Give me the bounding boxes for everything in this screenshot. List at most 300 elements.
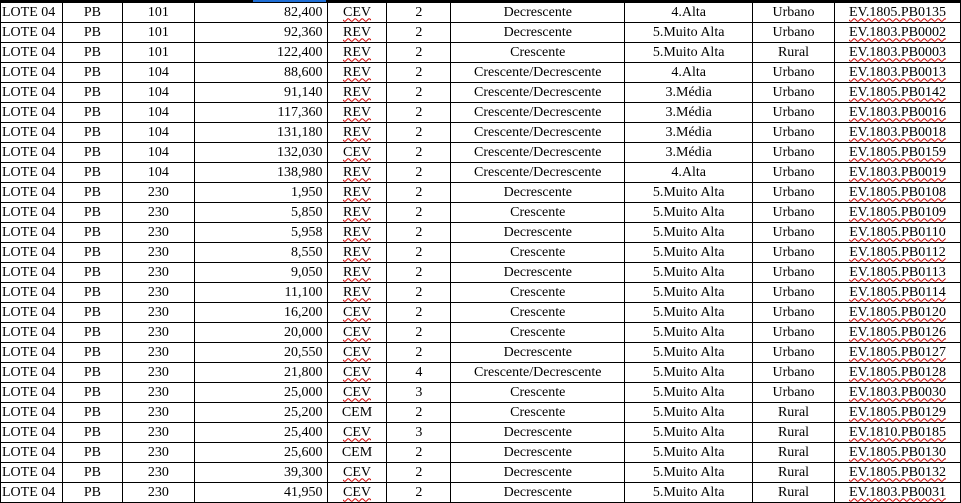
spreadsheet-grid bbox=[0, 2, 961, 503]
table-row bbox=[1, 323, 961, 343]
cell-codigo[interactable] bbox=[834, 163, 960, 183]
prioridade-value: 5.Muito Alta bbox=[652, 264, 725, 280]
table-row bbox=[1, 83, 961, 103]
cell-area[interactable] bbox=[753, 463, 835, 483]
cell-br[interactable] bbox=[122, 283, 194, 303]
cell-km[interactable] bbox=[194, 163, 327, 183]
cell-sentido[interactable] bbox=[451, 463, 625, 483]
cell-faixas[interactable] bbox=[387, 123, 451, 143]
cell-sentido[interactable] bbox=[451, 123, 625, 143]
cell-km[interactable] bbox=[194, 243, 327, 263]
cell-area[interactable] bbox=[753, 243, 835, 263]
cell-prioridade[interactable] bbox=[625, 363, 753, 383]
tipo-value: REV bbox=[343, 104, 371, 120]
cell-faixas[interactable] bbox=[387, 23, 451, 43]
prioridade-value: 4.Alta bbox=[671, 64, 706, 80]
cell-br[interactable] bbox=[122, 323, 194, 343]
cell-prioridade[interactable] bbox=[625, 203, 753, 223]
cell-prioridade[interactable] bbox=[625, 263, 753, 283]
cell-faixas[interactable] bbox=[387, 143, 451, 163]
faixas-value: 2 bbox=[415, 24, 423, 40]
cell-faixas[interactable] bbox=[387, 423, 451, 443]
cell-br[interactable] bbox=[122, 263, 194, 283]
cell-prioridade[interactable] bbox=[625, 383, 753, 403]
cell-uf[interactable] bbox=[62, 103, 122, 123]
cell-br[interactable] bbox=[122, 23, 194, 43]
cell-area[interactable] bbox=[753, 63, 835, 83]
cell-uf[interactable] bbox=[62, 183, 122, 203]
cell-codigo[interactable] bbox=[834, 403, 960, 423]
cell-sentido[interactable] bbox=[451, 43, 625, 63]
tipo-value: CEM bbox=[341, 404, 373, 420]
cell-tipo[interactable] bbox=[327, 63, 387, 83]
uf-value: PB bbox=[83, 64, 101, 80]
cell-faixas[interactable] bbox=[387, 383, 451, 403]
br-value: 230 bbox=[147, 224, 169, 240]
codigo-value: EV.1803.PB0019 bbox=[849, 164, 946, 180]
cell-codigo[interactable] bbox=[834, 323, 960, 343]
cell-tipo[interactable] bbox=[327, 323, 387, 343]
cell-br[interactable] bbox=[122, 63, 194, 83]
cell-br[interactable] bbox=[122, 403, 194, 423]
sentido-value: Crescente bbox=[510, 324, 566, 340]
km-value: 9,050 bbox=[291, 264, 323, 280]
cell-uf[interactable] bbox=[62, 383, 122, 403]
cell-codigo[interactable] bbox=[834, 143, 960, 163]
cell-faixas[interactable] bbox=[387, 323, 451, 343]
prioridade-value: 5.Muito Alta bbox=[652, 304, 725, 320]
cell-km[interactable] bbox=[194, 63, 327, 83]
cell-sentido[interactable] bbox=[451, 403, 625, 423]
cell-faixas[interactable] bbox=[387, 283, 451, 303]
cell-codigo[interactable] bbox=[834, 443, 960, 463]
cell-km[interactable] bbox=[194, 463, 327, 483]
cell-prioridade[interactable] bbox=[625, 463, 753, 483]
cell-tipo[interactable] bbox=[327, 243, 387, 263]
cell-br[interactable] bbox=[122, 383, 194, 403]
cell-sentido[interactable] bbox=[451, 163, 625, 183]
cell-uf[interactable] bbox=[62, 83, 122, 103]
tipo-value: REV bbox=[343, 224, 371, 240]
cell-uf[interactable] bbox=[62, 443, 122, 463]
cell-area[interactable] bbox=[753, 43, 835, 63]
cell-uf[interactable] bbox=[62, 43, 122, 63]
cell-uf[interactable] bbox=[62, 123, 122, 143]
km-value: 21,800 bbox=[284, 364, 323, 380]
cell-faixas[interactable] bbox=[387, 3, 451, 23]
cell-faixas[interactable] bbox=[387, 463, 451, 483]
cell-prioridade[interactable] bbox=[625, 223, 753, 243]
cell-tipo[interactable] bbox=[327, 43, 387, 63]
cell-codigo[interactable] bbox=[834, 123, 960, 143]
cell-area[interactable] bbox=[753, 203, 835, 223]
cell-km[interactable] bbox=[194, 43, 327, 63]
cell-km[interactable] bbox=[194, 363, 327, 383]
cell-area[interactable] bbox=[753, 223, 835, 243]
cell-faixas[interactable] bbox=[387, 43, 451, 63]
cell-br[interactable] bbox=[122, 103, 194, 123]
codigo-value: EV.1803.PB0013 bbox=[849, 64, 946, 80]
cell-area[interactable] bbox=[753, 3, 835, 23]
tipo-value: REV bbox=[343, 204, 371, 220]
cell-faixas[interactable] bbox=[387, 303, 451, 323]
cell-sentido[interactable] bbox=[451, 363, 625, 383]
cell-faixas[interactable] bbox=[387, 203, 451, 223]
cell-sentido[interactable] bbox=[451, 383, 625, 403]
uf-value: PB bbox=[83, 164, 101, 180]
cell-lote[interactable] bbox=[1, 223, 63, 243]
cell-area[interactable] bbox=[753, 423, 835, 443]
cell-br[interactable] bbox=[122, 3, 194, 23]
cell-km[interactable] bbox=[194, 263, 327, 283]
cell-prioridade[interactable] bbox=[625, 423, 753, 443]
cell-tipo[interactable] bbox=[327, 163, 387, 183]
cell-km[interactable] bbox=[194, 183, 327, 203]
cell-prioridade[interactable] bbox=[625, 23, 753, 43]
cell-br[interactable] bbox=[122, 203, 194, 223]
area-value: Rural bbox=[777, 44, 810, 60]
cell-codigo[interactable] bbox=[834, 283, 960, 303]
cell-tipo[interactable] bbox=[327, 263, 387, 283]
cell-faixas[interactable] bbox=[387, 163, 451, 183]
codigo-value: EV.1805.PB0128 bbox=[849, 364, 946, 380]
cell-tipo[interactable] bbox=[327, 363, 387, 383]
cell-tipo[interactable] bbox=[327, 23, 387, 43]
cell-lote[interactable] bbox=[1, 443, 63, 463]
cell-faixas[interactable] bbox=[387, 403, 451, 423]
cell-sentido[interactable] bbox=[451, 243, 625, 263]
cell-br[interactable] bbox=[122, 303, 194, 323]
br-value: 230 bbox=[147, 404, 169, 420]
cell-lote[interactable] bbox=[1, 383, 63, 403]
cell-prioridade[interactable] bbox=[625, 343, 753, 363]
cell-codigo[interactable] bbox=[834, 303, 960, 323]
cell-km[interactable] bbox=[194, 383, 327, 403]
cell-uf[interactable] bbox=[62, 63, 122, 83]
lote-value: LOTE 04 bbox=[2, 344, 56, 360]
cell-sentido[interactable] bbox=[451, 423, 625, 443]
uf-value: PB bbox=[83, 424, 101, 440]
cell-br[interactable] bbox=[122, 143, 194, 163]
cell-tipo[interactable] bbox=[327, 423, 387, 443]
cell-tipo[interactable] bbox=[327, 123, 387, 143]
faixas-value: 2 bbox=[415, 264, 423, 280]
lote-value: LOTE 04 bbox=[2, 84, 56, 100]
cell-lote[interactable] bbox=[1, 43, 63, 63]
cell-km[interactable] bbox=[194, 143, 327, 163]
br-value: 101 bbox=[147, 44, 169, 60]
cell-lote[interactable] bbox=[1, 163, 63, 183]
cell-lote[interactable] bbox=[1, 423, 63, 443]
cell-sentido[interactable] bbox=[451, 283, 625, 303]
cell-br[interactable] bbox=[122, 223, 194, 243]
cell-faixas[interactable] bbox=[387, 183, 451, 203]
codigo-value: EV.1805.PB0114 bbox=[849, 284, 946, 300]
cell-codigo[interactable] bbox=[834, 83, 960, 103]
cell-br[interactable] bbox=[122, 123, 194, 143]
cell-tipo[interactable] bbox=[327, 103, 387, 123]
uf-value: PB bbox=[83, 444, 101, 460]
cell-lote[interactable] bbox=[1, 203, 63, 223]
cell-sentido[interactable] bbox=[451, 263, 625, 283]
cell-sentido[interactable] bbox=[451, 103, 625, 123]
cell-area[interactable] bbox=[753, 343, 835, 363]
sentido-value: Crescente/Decrescente bbox=[474, 84, 602, 100]
cell-uf[interactable] bbox=[62, 423, 122, 443]
cell-lote[interactable] bbox=[1, 83, 63, 103]
codigo-value: EV.1805.PB0132 bbox=[849, 464, 946, 480]
cell-uf[interactable] bbox=[62, 343, 122, 363]
cell-sentido[interactable] bbox=[451, 223, 625, 243]
cell-sentido[interactable] bbox=[451, 443, 625, 463]
codigo-value: EV.1803.PB0018 bbox=[849, 124, 946, 140]
prioridade-value: 5.Muito Alta bbox=[652, 344, 725, 360]
cell-br[interactable] bbox=[122, 183, 194, 203]
cell-km[interactable] bbox=[194, 103, 327, 123]
cell-uf[interactable] bbox=[62, 463, 122, 483]
cell-area[interactable] bbox=[753, 183, 835, 203]
cell-br[interactable] bbox=[122, 343, 194, 363]
cell-codigo[interactable] bbox=[834, 423, 960, 443]
cell-prioridade[interactable] bbox=[625, 103, 753, 123]
cell-uf[interactable] bbox=[62, 23, 122, 43]
cell-br[interactable] bbox=[122, 463, 194, 483]
cell-sentido[interactable] bbox=[451, 323, 625, 343]
cell-area[interactable] bbox=[753, 323, 835, 343]
cell-km[interactable] bbox=[194, 303, 327, 323]
cell-lote[interactable] bbox=[1, 123, 63, 143]
cell-lote[interactable] bbox=[1, 263, 63, 283]
cell-tipo[interactable] bbox=[327, 283, 387, 303]
cell-uf[interactable] bbox=[62, 323, 122, 343]
cell-faixas[interactable] bbox=[387, 363, 451, 383]
cell-codigo[interactable] bbox=[834, 383, 960, 403]
sentido-value: Crescente/Decrescente bbox=[474, 64, 602, 80]
cell-lote[interactable] bbox=[1, 343, 63, 363]
table-row bbox=[1, 303, 961, 323]
cell-uf[interactable] bbox=[62, 223, 122, 243]
cell-lote[interactable] bbox=[1, 283, 63, 303]
cell-faixas[interactable] bbox=[387, 443, 451, 463]
cell-faixas[interactable] bbox=[387, 223, 451, 243]
cell-km[interactable] bbox=[194, 23, 327, 43]
faixas-value: 2 bbox=[415, 304, 423, 320]
faixas-value: 2 bbox=[415, 484, 423, 500]
cell-tipo[interactable] bbox=[327, 463, 387, 483]
lote-value: LOTE 04 bbox=[2, 284, 56, 300]
cell-lote[interactable] bbox=[1, 63, 63, 83]
cell-area[interactable] bbox=[753, 83, 835, 103]
cell-prioridade[interactable] bbox=[625, 403, 753, 423]
table-row bbox=[1, 263, 961, 283]
cell-km[interactable] bbox=[194, 83, 327, 103]
cell-prioridade[interactable] bbox=[625, 3, 753, 23]
cell-km[interactable] bbox=[194, 223, 327, 243]
cell-lote[interactable] bbox=[1, 3, 63, 23]
cell-lote[interactable] bbox=[1, 303, 63, 323]
cell-area[interactable] bbox=[753, 383, 835, 403]
cell-tipo[interactable] bbox=[327, 3, 387, 23]
cell-uf[interactable] bbox=[62, 363, 122, 383]
cell-area[interactable] bbox=[753, 363, 835, 383]
cell-br[interactable] bbox=[122, 163, 194, 183]
cell-km[interactable] bbox=[194, 283, 327, 303]
cell-lote[interactable] bbox=[1, 403, 63, 423]
cell-sentido[interactable] bbox=[451, 3, 625, 23]
cell-km[interactable] bbox=[194, 203, 327, 223]
cell-area[interactable] bbox=[753, 303, 835, 323]
cell-tipo[interactable] bbox=[327, 203, 387, 223]
cell-prioridade[interactable] bbox=[625, 43, 753, 63]
cell-sentido[interactable] bbox=[451, 183, 625, 203]
cell-codigo[interactable] bbox=[834, 43, 960, 63]
cell-lote[interactable] bbox=[1, 363, 63, 383]
cell-tipo[interactable] bbox=[327, 383, 387, 403]
cell-faixas[interactable] bbox=[387, 63, 451, 83]
cell-tipo[interactable] bbox=[327, 223, 387, 243]
prioridade-value: 5.Muito Alta bbox=[652, 44, 725, 60]
cell-faixas[interactable] bbox=[387, 243, 451, 263]
cell-faixas[interactable] bbox=[387, 263, 451, 283]
cell-prioridade[interactable] bbox=[625, 323, 753, 343]
cell-km[interactable] bbox=[194, 123, 327, 143]
cell-uf[interactable] bbox=[62, 403, 122, 423]
cell-km[interactable] bbox=[194, 423, 327, 443]
sentido-value: Crescente bbox=[510, 44, 566, 60]
cell-sentido[interactable] bbox=[451, 63, 625, 83]
table-row bbox=[1, 203, 961, 223]
cell-lote[interactable] bbox=[1, 143, 63, 163]
cell-area[interactable] bbox=[753, 103, 835, 123]
cell-prioridade[interactable] bbox=[625, 303, 753, 323]
faixas-value: 2 bbox=[415, 184, 423, 200]
codigo-value: EV.1805.PB0159 bbox=[849, 144, 946, 160]
cell-area[interactable] bbox=[753, 143, 835, 163]
cell-lote[interactable] bbox=[1, 103, 63, 123]
cell-prioridade[interactable] bbox=[625, 83, 753, 103]
cell-area[interactable] bbox=[753, 283, 835, 303]
cell-sentido[interactable] bbox=[451, 83, 625, 103]
cell-br[interactable] bbox=[122, 43, 194, 63]
cell-faixas[interactable] bbox=[387, 103, 451, 123]
cell-br[interactable] bbox=[122, 83, 194, 103]
cell-area[interactable] bbox=[753, 163, 835, 183]
cell-km[interactable] bbox=[194, 343, 327, 363]
cell-area[interactable] bbox=[753, 23, 835, 43]
cell-codigo[interactable] bbox=[834, 3, 960, 23]
cell-km[interactable] bbox=[194, 403, 327, 423]
cell-area[interactable] bbox=[753, 123, 835, 143]
cell-codigo[interactable] bbox=[834, 63, 960, 83]
cell-faixas[interactable] bbox=[387, 343, 451, 363]
cell-lote[interactable] bbox=[1, 463, 63, 483]
cell-area[interactable] bbox=[753, 263, 835, 283]
cell-prioridade[interactable] bbox=[625, 183, 753, 203]
cell-sentido[interactable] bbox=[451, 203, 625, 223]
cell-prioridade[interactable] bbox=[625, 63, 753, 83]
cell-prioridade[interactable] bbox=[625, 163, 753, 183]
cell-lote[interactable] bbox=[1, 23, 63, 43]
cell-uf[interactable] bbox=[62, 303, 122, 323]
area-value: Urbano bbox=[772, 324, 815, 340]
cell-tipo[interactable] bbox=[327, 183, 387, 203]
tipo-value: CEV bbox=[343, 304, 371, 320]
cell-sentido[interactable] bbox=[451, 303, 625, 323]
br-value: 104 bbox=[147, 104, 169, 120]
cell-tipo[interactable] bbox=[327, 143, 387, 163]
area-value: Urbano bbox=[772, 264, 815, 280]
cell-km[interactable] bbox=[194, 443, 327, 463]
cell-tipo[interactable] bbox=[327, 443, 387, 463]
cell-codigo[interactable] bbox=[834, 363, 960, 383]
cell-uf[interactable] bbox=[62, 203, 122, 223]
cell-uf[interactable] bbox=[62, 263, 122, 283]
cell-uf[interactable] bbox=[62, 283, 122, 303]
cell-br[interactable] bbox=[122, 423, 194, 443]
cell-br[interactable] bbox=[122, 443, 194, 463]
cell-uf[interactable] bbox=[62, 143, 122, 163]
cell-prioridade[interactable] bbox=[625, 143, 753, 163]
cell-prioridade[interactable] bbox=[625, 283, 753, 303]
cell-tipo[interactable] bbox=[327, 343, 387, 363]
cell-prioridade[interactable] bbox=[625, 443, 753, 463]
codigo-value: EV.1805.PB0135 bbox=[849, 4, 946, 20]
tipo-value: CEV bbox=[343, 464, 371, 480]
cell-sentido[interactable] bbox=[451, 143, 625, 163]
cell-codigo[interactable] bbox=[834, 203, 960, 223]
cell-km[interactable] bbox=[194, 3, 327, 23]
cell-codigo[interactable] bbox=[834, 23, 960, 43]
cell-lote[interactable] bbox=[1, 323, 63, 343]
cell-codigo[interactable] bbox=[834, 463, 960, 483]
cell-codigo[interactable] bbox=[834, 183, 960, 203]
cell-uf[interactable] bbox=[62, 3, 122, 23]
cell-km[interactable] bbox=[194, 323, 327, 343]
cell-sentido[interactable] bbox=[451, 343, 625, 363]
cell-area[interactable] bbox=[753, 403, 835, 423]
cell-uf[interactable] bbox=[62, 163, 122, 183]
km-value: 11,100 bbox=[284, 284, 323, 300]
cell-tipo[interactable] bbox=[327, 303, 387, 323]
cell-codigo[interactable] bbox=[834, 343, 960, 363]
cell-br[interactable] bbox=[122, 243, 194, 263]
cell-faixas[interactable] bbox=[387, 83, 451, 103]
cell-prioridade[interactable] bbox=[625, 123, 753, 143]
cell-codigo[interactable] bbox=[834, 263, 960, 283]
cell-uf[interactable] bbox=[62, 243, 122, 263]
cell-sentido[interactable] bbox=[451, 23, 625, 43]
cell-area[interactable] bbox=[753, 443, 835, 463]
cell-br[interactable] bbox=[122, 363, 194, 383]
cell-tipo[interactable] bbox=[327, 83, 387, 103]
lote-value: LOTE 04 bbox=[2, 4, 56, 20]
cell-codigo[interactable] bbox=[834, 243, 960, 263]
uf-value: PB bbox=[83, 364, 101, 380]
cell-lote[interactable] bbox=[1, 183, 63, 203]
table-row bbox=[1, 103, 961, 123]
cell-codigo[interactable] bbox=[834, 103, 960, 123]
br-value: 101 bbox=[147, 4, 169, 20]
cell-codigo[interactable] bbox=[834, 223, 960, 243]
cell-tipo[interactable] bbox=[327, 403, 387, 423]
cell-prioridade[interactable] bbox=[625, 243, 753, 263]
km-value: 25,200 bbox=[284, 404, 323, 420]
km-value: 16,200 bbox=[284, 304, 323, 320]
table-row bbox=[1, 63, 961, 83]
sentido-value: Decrescente bbox=[503, 224, 572, 240]
lote-value: LOTE 04 bbox=[2, 264, 56, 280]
cell-lote[interactable] bbox=[1, 243, 63, 263]
